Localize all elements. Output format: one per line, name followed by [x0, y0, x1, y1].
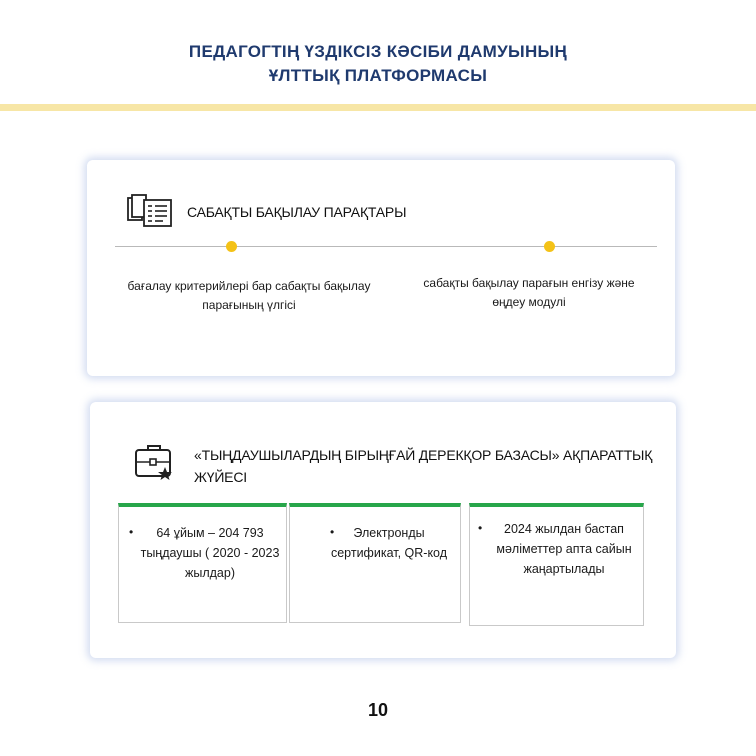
page-title	[0, 40, 756, 88]
info-box-text: 2024 жылдан бастап мәліметтер апта сайын жаңартылады	[496, 522, 632, 576]
briefcase-star-icon	[134, 442, 176, 482]
lesson-observation-card	[87, 160, 675, 376]
title-divider	[0, 104, 756, 111]
info-box-text: Электронды сертификат, QR-код	[330, 526, 448, 560]
section-heading-lesson-observation: САБАҚТЫ БАҚЫЛАУ ПАРАҚТАРЫ	[187, 204, 407, 220]
documents-icon	[127, 194, 173, 228]
info-box-organizations	[118, 503, 287, 623]
bullet: •	[330, 525, 335, 539]
timeline-line	[115, 246, 657, 247]
listeners-database-card	[90, 402, 676, 658]
bullet: •	[129, 525, 134, 539]
page-title-line-1: ПЕДАГОГТІҢ ҮЗДІКСІЗ КӘСІБИ ДАМУЫНЫҢ	[188, 42, 568, 61]
timeline-dot	[544, 241, 555, 252]
timeline-dot	[226, 241, 237, 252]
info-box-weekly-update	[469, 503, 644, 626]
page-title-line-2: ҰЛТТЫҚ ПЛАТФОРМАСЫ	[268, 66, 488, 85]
timeline-point-module: сабақты бақылау парағын енгізу және өңдеу модулі	[423, 276, 635, 309]
section-heading-listeners-database: «ТЫҢДАУШЫЛАРДЫҢ БІРЫҢҒАЙ ДЕРЕКҚОР БАЗАСЫ» АҚПАРАТТЫҚ ЖҮЙЕСІ	[194, 447, 653, 485]
info-box-certificate	[289, 503, 461, 623]
bullet: •	[478, 521, 483, 535]
timeline-point-template: бағалау критерийлері бар сабақты бақылау парағының үлгісі	[127, 279, 371, 312]
info-box-text: 64 ұйым – 204 793 тыңдаушы ( 2020 - 2023 жылдар)	[140, 526, 280, 580]
page-number: 10	[367, 700, 389, 720]
